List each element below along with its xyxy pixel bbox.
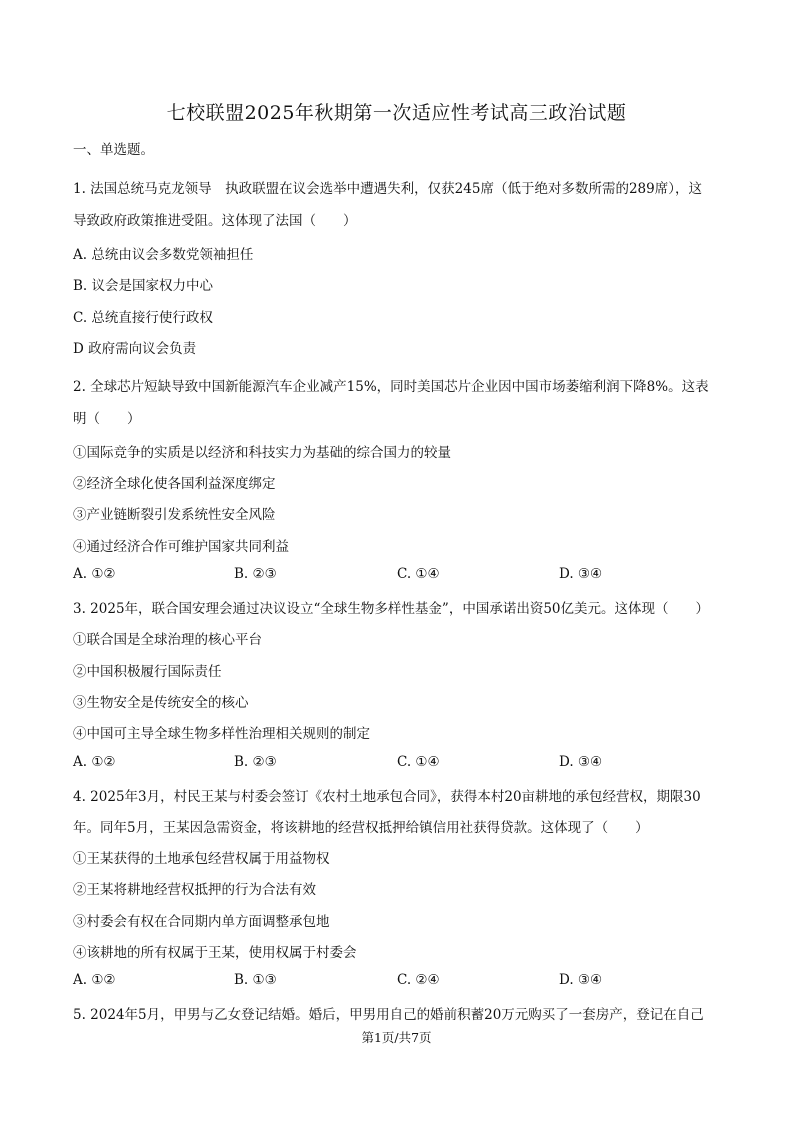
section-heading: 一、单选题。 [73, 142, 154, 158]
q3-option-d: D. ③④ [559, 754, 603, 770]
q2-statement-2: ②经济全球化使各国利益深度绑定 [73, 476, 276, 492]
q4-option-a: A. ①② [73, 972, 116, 988]
q1-option-a: A. 总统由议会多数党领袖担任 [73, 247, 254, 263]
q3-statement-3: ③生物安全是传统安全的核心 [73, 695, 249, 711]
q3-statement-4: ④中国可主导全球生物多样性治理相关规则的制定 [73, 726, 370, 742]
q4-statement-4: ④该耕地的所有权属于王某，使用权属于村委会 [73, 945, 357, 961]
q4-stem-line1: 4. 2025年3月，村民王某与村委会签订《农村土地承包合同》，获得本村20亩耕地的承包经营权，期限30 [73, 789, 701, 805]
page-title: 七校联盟2025年秋期第一次适应性考试高三政治试题 [166, 102, 627, 124]
q2-option-d: D. ③④ [559, 566, 603, 582]
q4-option-c: C. ②④ [397, 972, 440, 988]
q2-option-c: C. ①④ [397, 566, 440, 582]
q3-stem-line1: 3. 2025年，联合国安理会通过决议设立“全球生物多样性基金”，中国承诺出资50亿美元。这体现（ ） [73, 601, 710, 617]
q3-option-c: C. ①④ [397, 754, 440, 770]
q3-option-a: A. ①② [73, 754, 116, 770]
q4-statement-3: ③村委会有权在合同期内单方面调整承包地 [73, 914, 330, 930]
q3-statement-2: ②中国积极履行国际责任 [73, 664, 222, 680]
q4-statement-2: ②王某将耕地经营权抵押的行为合法有效 [73, 882, 316, 898]
q4-statement-1: ①王某获得的土地承包经营权属于用益物权 [73, 851, 330, 867]
q5-stem-line1: 5. 2024年5月，甲男与乙女登记结婚。婚后，甲男用自己的婚前积蓄20万元购买了一套房产，登记在自己 [73, 1007, 704, 1023]
q3-option-b: B. ②③ [234, 754, 277, 770]
q2-statement-1: ①国际竞争的实质是以经济和科技实力为基础的综合国力的较量 [73, 445, 451, 461]
q3-statement-1: ①联合国是全球治理的核心平台 [73, 632, 262, 648]
q2-stem-line1: 2. 全球芯片短缺导致中国新能源汽车企业减产15%，同时美国芯片企业因中国市场萎缩利润下降8%。这表 [73, 379, 709, 395]
page-number-footer: 第1页/共7页 [361, 1030, 432, 1045]
q4-stem-line2: 年。同年5月，王某因急需资金，将该耕地的经营权抵押给镇信用社获得贷款。这体现了（ ） [73, 820, 649, 836]
q4-option-d: D. ③④ [559, 972, 603, 988]
q2-statement-4: ④通过经济合作可维护国家共同利益 [73, 539, 289, 555]
q2-statement-3: ③产业链断裂引发系统性安全风险 [73, 507, 276, 523]
q1-stem-line2: 导致政府政策推进受阻。这体现了法国（ ） [73, 213, 357, 229]
q2-option-b: B. ②③ [234, 566, 277, 582]
q2-stem-line2: 明（ ） [73, 411, 141, 427]
q1-option-b: B. 议会是国家权力中心 [73, 278, 214, 294]
q1-option-d: D 政府需向议会负责 [73, 341, 197, 357]
q2-option-a: A. ①② [73, 566, 116, 582]
q1-stem-line1: 1. 法国总统马克龙领导 执政联盟在议会选举中遭遇失利，仅获245席（低于绝对多数所需的289席），这 [73, 181, 702, 197]
q1-option-c: C. 总统直接行使行政权 [73, 310, 213, 326]
q4-option-b: B. ①③ [234, 972, 277, 988]
